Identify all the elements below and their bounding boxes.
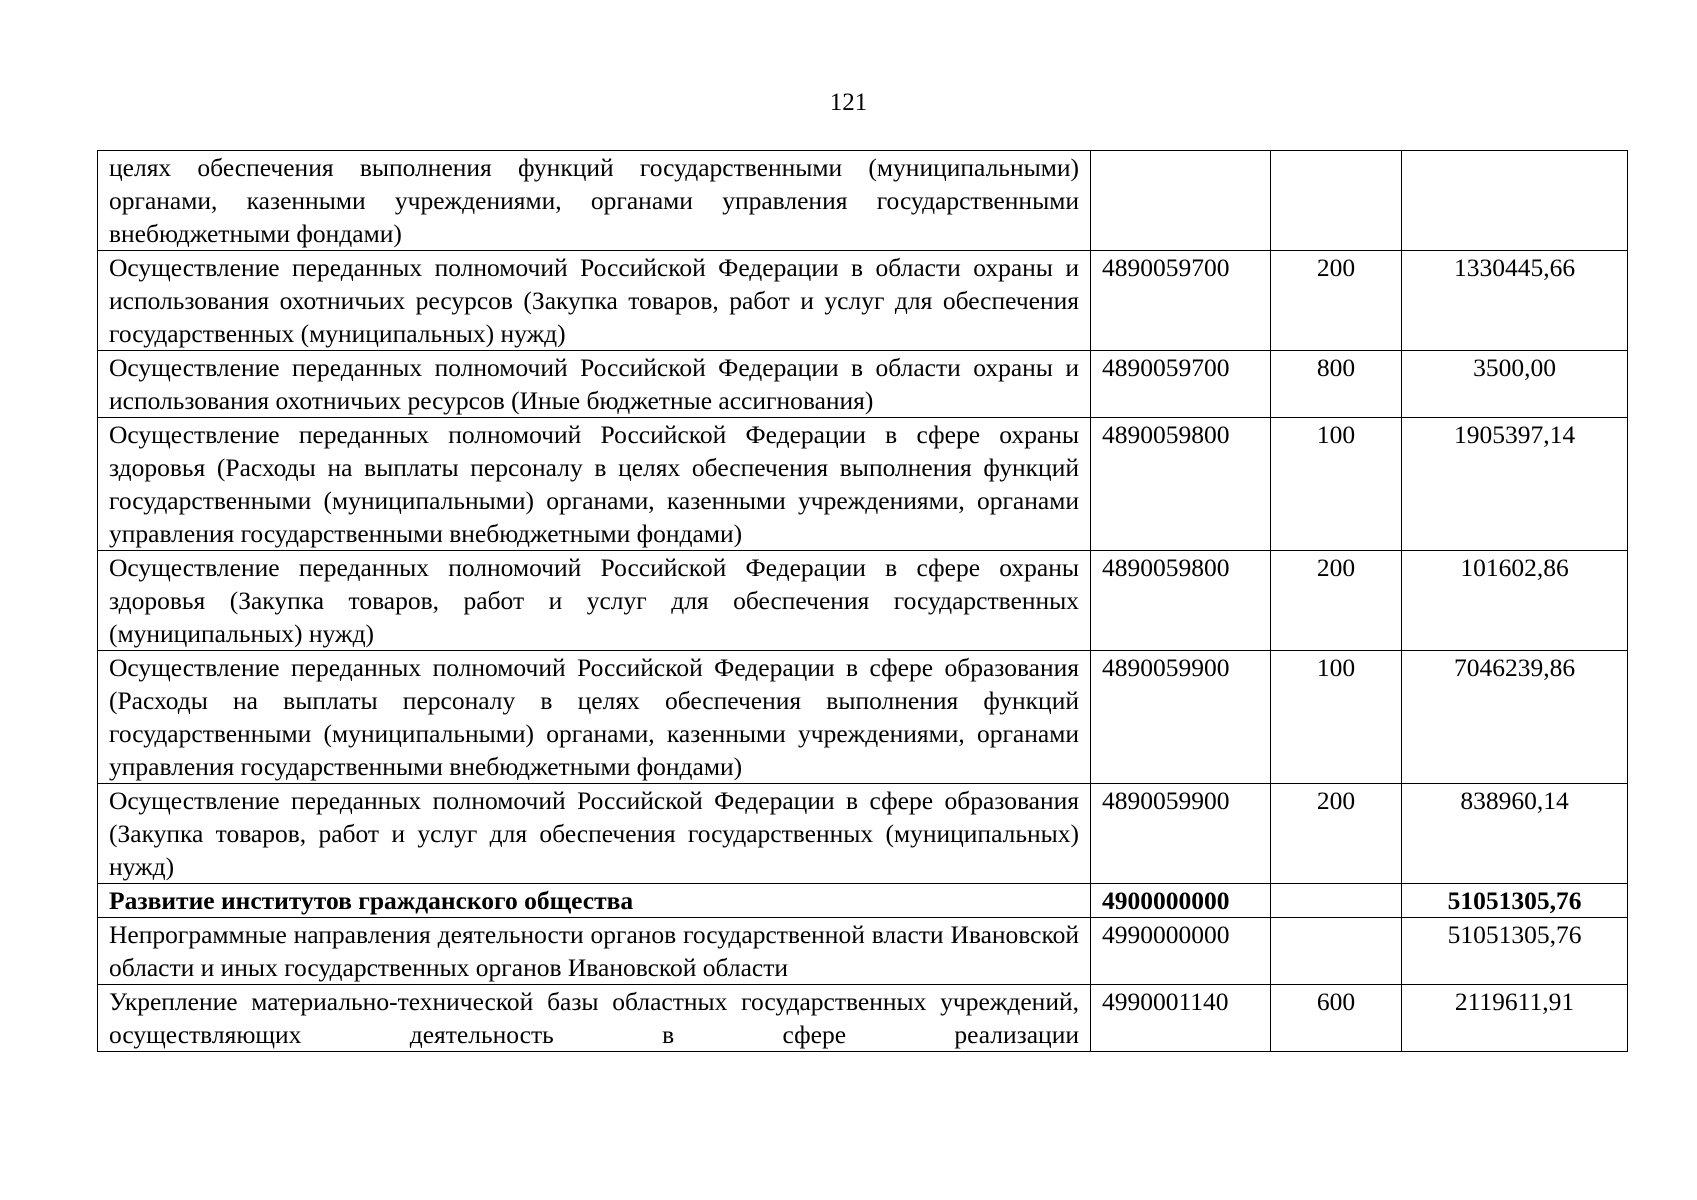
row-target-code: 4900000000 xyxy=(1091,884,1271,918)
row-amount xyxy=(1402,151,1628,251)
row-target-code: 4890059700 xyxy=(1091,251,1271,351)
row-description: Осуществление переданных полномочий Российской Федерации в сфере охраны здоровья (Закупка товаров, работ и услуг для обеспечения государственных (муниципальных) нужд) xyxy=(98,551,1091,651)
table-row xyxy=(98,551,1628,651)
budget-table-body xyxy=(98,151,1628,1052)
row-description: Укрепление материально-технической базы областных государственных учреждений, осуществляющих деятельность в сфере реализации xyxy=(98,985,1091,1052)
table-row xyxy=(98,418,1628,551)
row-expense-kind xyxy=(1271,918,1402,985)
table-row xyxy=(98,918,1628,985)
row-amount: 1330445,66 xyxy=(1402,251,1628,351)
table-row xyxy=(98,651,1628,784)
row-target-code: 4890059800 xyxy=(1091,418,1271,551)
row-description: Осуществление переданных полномочий Российской Федерации в сфере образования (Расходы на выплаты персоналу в целях обеспечения выполнения функций государственными (муниципальными) органами, казенными учреждениями, органами управления государственными внебюджетными фондами) xyxy=(98,651,1091,784)
table-row-section-heading xyxy=(98,884,1628,918)
table-row xyxy=(98,985,1628,1052)
table-row xyxy=(98,251,1628,351)
budget-table xyxy=(97,150,1628,1052)
row-expense-kind: 100 xyxy=(1271,651,1402,784)
row-amount: 838960,14 xyxy=(1402,784,1628,884)
row-amount: 3500,00 xyxy=(1402,351,1628,418)
row-expense-kind: 800 xyxy=(1271,351,1402,418)
row-target-code: 4890059800 xyxy=(1091,551,1271,651)
row-expense-kind xyxy=(1271,151,1402,251)
row-target-code: 4890059700 xyxy=(1091,351,1271,418)
row-description: Осуществление переданных полномочий Российской Федерации в области охраны и использования охотничьих ресурсов (Закупка товаров, работ и услуг для обеспечения государственных (муниципальных) нужд) xyxy=(98,251,1091,351)
row-description: целях обеспечения выполнения функций государственными (муниципальными) органами, казенными учреждениями, органами управления государственными внебюджетными фондами) xyxy=(98,151,1091,251)
row-amount: 101602,86 xyxy=(1402,551,1628,651)
row-expense-kind xyxy=(1271,884,1402,918)
row-expense-kind: 200 xyxy=(1271,551,1402,651)
row-target-code: 4890059900 xyxy=(1091,651,1271,784)
row-description: Непрограммные направления деятельности органов государственной власти Ивановской области и иных государственных органов Ивановской области xyxy=(98,918,1091,985)
row-expense-kind: 200 xyxy=(1271,251,1402,351)
row-amount: 51051305,76 xyxy=(1402,918,1628,985)
row-expense-kind: 100 xyxy=(1271,418,1402,551)
row-amount: 7046239,86 xyxy=(1402,651,1628,784)
page-number: 121 xyxy=(829,89,868,116)
row-target-code xyxy=(1091,151,1271,251)
row-description: Осуществление переданных полномочий Российской Федерации в сфере охраны здоровья (Расходы на выплаты персоналу в целях обеспечения выполнения функций государственными (муниципальными) органами, казенными учреждениями, органами управления государственными внебюджетными фондами) xyxy=(98,418,1091,551)
row-expense-kind: 200 xyxy=(1271,784,1402,884)
row-amount: 1905397,14 xyxy=(1402,418,1628,551)
row-target-code: 4990000000 xyxy=(1091,918,1271,985)
row-target-code: 4890059900 xyxy=(1091,784,1271,884)
row-description: Осуществление переданных полномочий Российской Федерации в области охраны и использования охотничьих ресурсов (Иные бюджетные ассигнования) xyxy=(98,351,1091,418)
row-amount: 51051305,76 xyxy=(1402,884,1628,918)
row-target-code: 4990001140 xyxy=(1091,985,1271,1052)
table-row xyxy=(98,351,1628,418)
table-row xyxy=(98,151,1628,251)
row-expense-kind: 600 xyxy=(1271,985,1402,1052)
row-description: Развитие институтов гражданского общества xyxy=(98,884,1091,918)
row-description: Осуществление переданных полномочий Российской Федерации в сфере образования (Закупка товаров, работ и услуг для обеспечения государственных (муниципальных) нужд) xyxy=(98,784,1091,884)
table-row xyxy=(98,784,1628,884)
row-amount: 2119611,91 xyxy=(1402,985,1628,1052)
